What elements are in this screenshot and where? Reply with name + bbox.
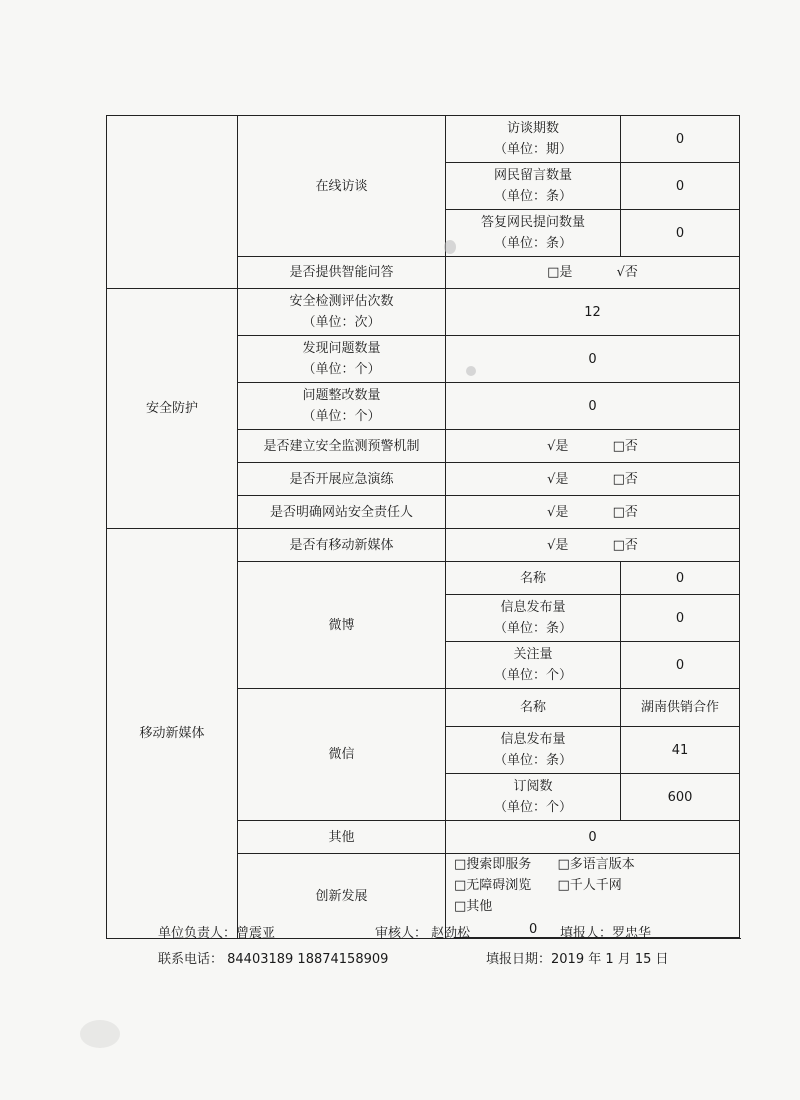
smart-qa-label: 是否提供智能问答 [238,257,446,289]
interview-sessions-value: 0 [621,116,740,163]
footer-date: 填报日期：2019 年 1 月 15 日 [486,952,669,967]
footer-leader: 单位负责人：曾震亚 [158,926,276,941]
warning-mechanism-choice: √是 □否 [446,430,740,463]
mobile-media-label: 移动新媒体 [107,529,238,939]
smart-qa-yes: □是 [547,265,573,280]
footer-reviewer: 审核人： 赵劲松 [375,926,471,941]
weibo-posts-label: 信息发布量 （单位：条） [446,595,621,642]
other-media-label: 其他 [238,821,446,854]
wechat-label: 微信 [238,689,446,821]
weibo-label: 微博 [238,562,446,689]
security-checks-label: 安全检测评估次数 （单位：次） [238,289,446,336]
has-mobile-choice: √是 □否 [446,529,740,562]
option-search-service: □搜索即服务 [454,857,532,872]
wechat-posts-value: 41 [621,727,740,774]
smart-qa-choice [446,257,740,289]
security-owner-label: 是否明确网站安全责任人 [238,496,446,529]
answered-questions-value: 0 [621,210,740,257]
security-checks-value: 12 [446,289,740,336]
weibo-name-label: 名称 [446,562,621,595]
option-multilingual: □多语言版本 [557,857,635,872]
weibo-followers-value: 0 [621,642,740,689]
other-media-value: 0 [446,821,740,854]
wechat-name-label: 名称 [446,689,621,727]
interview-sessions-label: 访谈期数 （单位：期） [446,116,621,163]
option-accessibility: □无障碍浏览 [454,878,532,893]
netizen-messages-value: 0 [621,163,740,210]
wechat-posts-label: 信息发布量 （单位：条） [446,727,621,774]
netizen-messages-label: 网民留言数量 （单位：条） [446,163,621,210]
problems-found-value: 0 [446,336,740,383]
problems-fixed-value: 0 [446,383,740,430]
answered-questions-label: 答复网民提问数量 （单位：条） [446,210,621,257]
smart-qa-no: √否 [616,265,638,280]
option-other: □其他 [454,899,493,914]
option-personalized: □千人千网 [557,878,622,893]
weibo-posts-value: 0 [621,595,740,642]
innovation-label: 创新发展 [238,854,446,939]
wechat-subscribers-value: 600 [621,774,740,821]
report-table [106,115,740,939]
online-interview-label: 在线访谈 [238,116,446,257]
problems-found-label: 发现问题数量 （单位：个） [238,336,446,383]
weibo-followers-label: 关注量 （单位：个） [446,642,621,689]
emergency-drill-label: 是否开展应急演练 [238,463,446,496]
scan-mark [466,366,476,376]
problems-fixed-label: 问题整改数量 （单位：个） [238,383,446,430]
emergency-drill-choice: √是 □否 [446,463,740,496]
warning-mechanism-label: 是否建立安全监测预警机制 [238,430,446,463]
scan-mark [444,240,456,254]
has-mobile-label: 是否有移动新媒体 [238,529,446,562]
wechat-name-value: 湖南供销合作 [621,689,740,727]
footer-filler: 填报人：罗忠华 [560,926,652,941]
other-input-line: 0 [454,922,740,938]
wechat-subscribers-label: 订阅数 （单位：个） [446,774,621,821]
security-owner-choice: √是 □否 [446,496,740,529]
left-blank-cell [107,116,238,289]
weibo-name-value: 0 [621,562,740,595]
scan-smudge [80,1020,120,1048]
footer-phone: 联系电话： 84403189 18874158909 [158,952,389,967]
security-label: 安全防护 [107,289,238,529]
